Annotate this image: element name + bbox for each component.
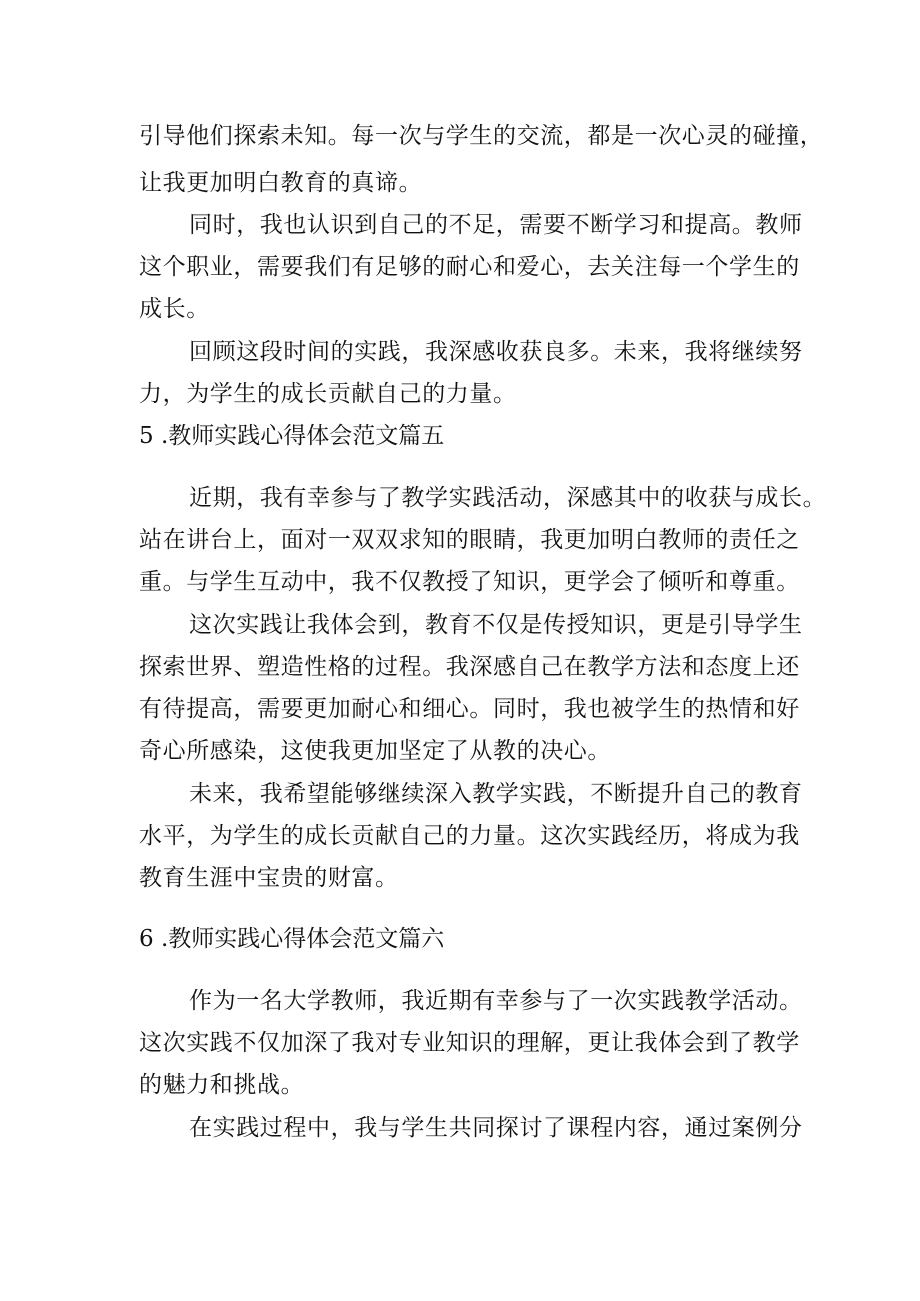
- paragraph-line: 这个职业，需要我们有足够的耐心和爱心，去关注每一个学生的: [139, 254, 800, 280]
- paragraph-line: 探索世界、塑造性格的过程。我深感自己在教学方法和态度上还: [139, 654, 800, 680]
- paragraph-line: 这次实践不仅加深了我对专业知识的理解，更让我体会到了教学: [139, 1030, 800, 1056]
- paragraph-line: 重。与学生互动中，我不仅教授了知识，更学会了倾听和尊重。: [139, 569, 800, 595]
- section-heading: 5 .教师实践心得体会范文篇五: [139, 423, 445, 449]
- paragraph-line: 这次实践让我体会到，教育不仅是传授知识，更是引导学生: [189, 612, 803, 638]
- paragraph-line: 奇心所感染，这使我更加坚定了从教的决心。: [139, 738, 611, 764]
- paragraph-line: 有待提高，需要更加耐心和细心。同时，我也被学生的热情和好: [139, 696, 800, 722]
- paragraph-line: 让我更加明白教育的真谛。: [139, 170, 423, 196]
- paragraph-line: 同时，我也认识到自己的不足，需要不断学习和提高。教师: [189, 212, 803, 238]
- paragraph-line: 引导他们探索未知。每一次与学生的交流，都是一次心灵的碰撞，: [139, 123, 824, 149]
- paragraph-line: 力，为学生的成长贡献自己的力量。: [139, 381, 517, 407]
- paragraph-line: 近期，我有幸参与了教学实践活动，深感其中的收获与成长。: [189, 485, 827, 511]
- paragraph-line: 未来，我希望能够继续深入教学实践，不断提升自己的教育: [189, 781, 803, 807]
- paragraph-line: 在实践过程中，我与学生共同探讨了课程内容，通过案例分: [189, 1115, 803, 1141]
- paragraph-line: 教育生涯中宝贵的财富。: [139, 865, 399, 891]
- paragraph-line: 水平，为学生的成长贡献自己的力量。这次实践经历，将成为我: [139, 823, 800, 849]
- paragraph-line: 成长。: [139, 296, 210, 322]
- paragraph-line: 的魅力和挑战。: [139, 1072, 305, 1098]
- paragraph-line: 作为一名大学教师，我近期有幸参与了一次实践教学活动。: [189, 988, 803, 1014]
- paragraph-line: 回顾这段时间的实践，我深感收获良多。未来，我将继续努: [189, 339, 803, 365]
- section-heading: 6 .教师实践心得体会范文篇六: [139, 926, 445, 952]
- paragraph-line: 站在讲台上，面对一双双求知的眼睛，我更加明白教师的责任之: [139, 527, 800, 553]
